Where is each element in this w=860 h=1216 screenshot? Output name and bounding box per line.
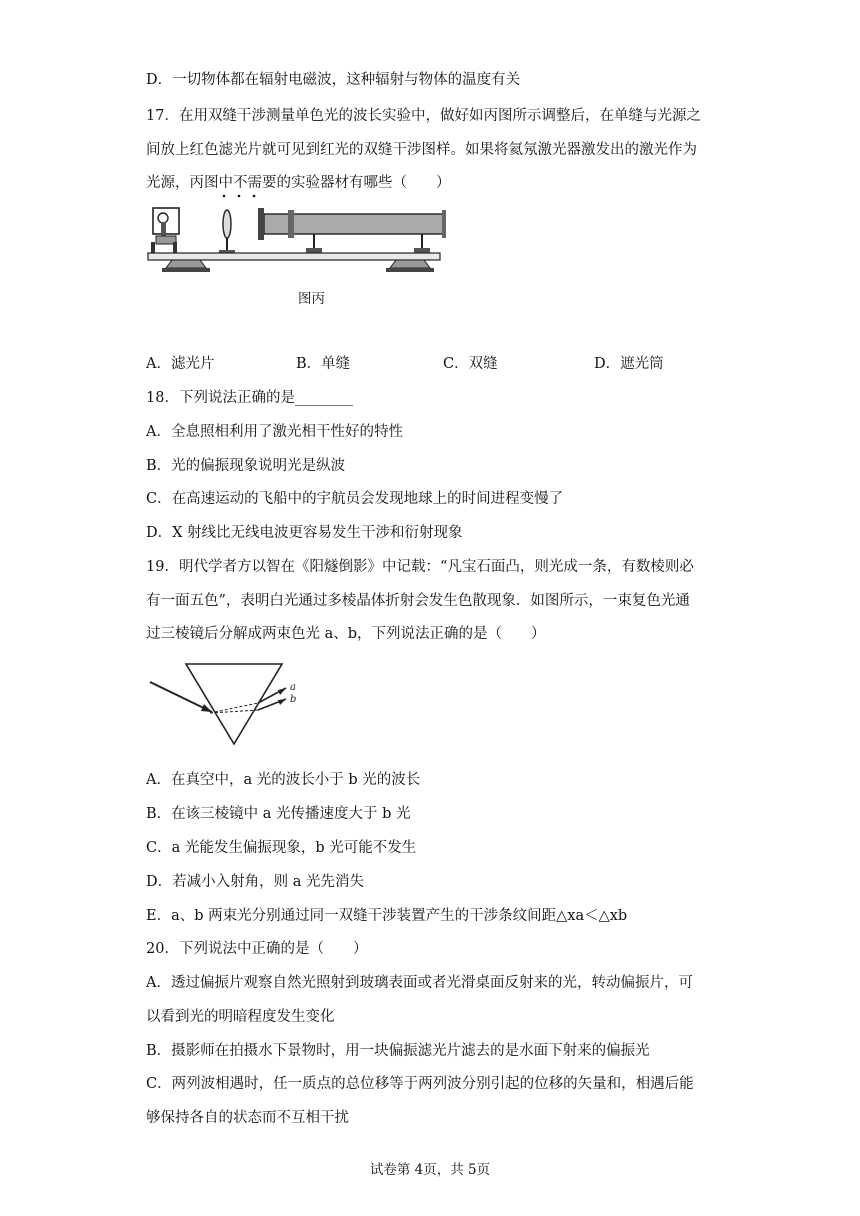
q18-option-c: C．在高速运动的飞船中的宇航员会发现地球上的时间进程变慢了 (146, 491, 564, 507)
emphasis-dots (216, 193, 276, 199)
prism-figure (146, 660, 306, 750)
q19-stem-line1: 19．明代学者方以智在《阳燧倒影》中记载：“凡宝石面凸，则光成一条，有数棱则必 (146, 559, 694, 575)
q19-stem-line2: 有一面五色”，表明白光通过多棱晶体折射会发生色散现象．如图所示，一束复色光通 (146, 593, 690, 609)
q19-stem-line3: 过三棱镜后分解成两束色光 a、b，下列说法正确的是（ ） (146, 626, 546, 642)
q17-stem-line3: 光源，丙图中不需要的实验器材有哪些（ ） (146, 175, 451, 191)
q19-option-d: D．若减小入射角，则 a 光先消失 (146, 874, 364, 890)
q19-option-e: E．a、b 两束光分别通过同一双缝干涉装置产生的干涉条纹间距△xa＜△xb (146, 908, 628, 924)
page-footer: 试卷第 4页，共 5页 (369, 1162, 491, 1178)
q20-option-a-line2: 以看到光的明暗程度发生变化 (146, 1009, 335, 1025)
q19-option-c: C．a 光能发生偏振现象，b 光可能不发生 (146, 840, 417, 856)
q20-option-a-line1: A．透过偏振片观察自然光照射到玻璃表面或者光滑桌面反射来的光，转动偏振片，可 (146, 975, 693, 991)
q17-stem-line2: 间放上红色滤光片就可见到红光的双缝干涉图样。如果将氦氖激光器激发出的激光作为 (146, 142, 697, 158)
q18-stem: 18．下列说法正确的是________ (146, 390, 353, 406)
q17-stem-line1: 17．在用双缝干涉测量单色光的波长实验中，做好如丙图所示调整后，在单缝与光源之 (146, 108, 701, 124)
q17-option-a: A．滤光片 (146, 356, 215, 372)
q18-option-a: A．全息照相利用了激光相干性好的特性 (146, 424, 403, 440)
optical-bench-figure (146, 202, 446, 282)
q19-option-b: B．在该三棱镜中 a 光传播速度大于 b 光 (146, 806, 411, 822)
q20-stem: 20．下列说法中正确的是（ ） (146, 941, 368, 957)
q20-option-c-line2: 够保持各自的状态而不互相干扰 (146, 1110, 349, 1126)
ray-label-b: b (290, 694, 297, 705)
q17-option-b: B．单缝 (296, 356, 351, 372)
fig-caption-bing: 图丙 (298, 291, 325, 307)
ray-label-a: a (290, 682, 296, 693)
q19-option-a: A．在真空中，a 光的波长小于 b 光的波长 (146, 772, 421, 788)
q20-option-b: B．摄影师在拍摄水下景物时，用一块偏振滤光片滤去的是水面下射来的偏振光 (146, 1043, 650, 1059)
q18-option-d: D．X 射线比无线电波更容易发生干涉和衍射现象 (146, 525, 463, 541)
q17-option-c: C．双缝 (443, 356, 498, 372)
q17-option-d: D．遮光筒 (594, 356, 664, 372)
q16-option-d: D．一切物体都在辐射电磁波，这种辐射与物体的温度有关 (146, 72, 521, 88)
q18-option-b: B．光的偏振现象说明光是纵波 (146, 458, 346, 474)
q20-option-c-line1: C．两列波相遇时，任一质点的总位移等于两列波分别引起的位移的矢量和，相遇后能 (146, 1076, 694, 1092)
